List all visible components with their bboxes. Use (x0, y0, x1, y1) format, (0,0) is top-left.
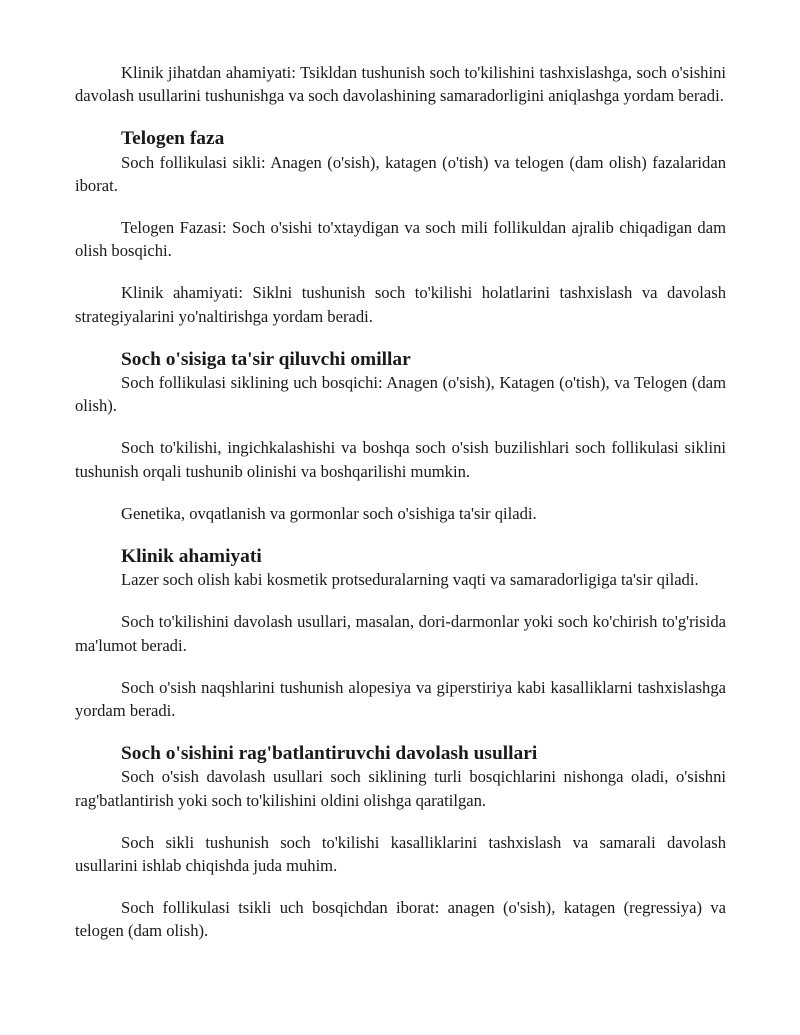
paragraph-telogen-definition: Telogen Fazasi: Soch o'sishi to'xtaydigan va soch mili follikuldan ajralib chiqadigan dam olish bosqichi. (75, 218, 726, 261)
paragraph-telogen-clinical: Klinik ahamiyati: Siklni tushunish soch to'kilishi holatlarini tashxislash va davolash strategiyalarini yo'naltirishga yordam beradi. (75, 283, 726, 326)
heading-growth-treatments: Soch o'sishini rag'batlantiruvchi davolash usullari (121, 743, 538, 765)
paragraph-treatment-info: Soch to'kilishini davolash usullari, masalan, dori-darmonlar yoki soch ko'chirish to'g'risida ma'lumot beradi. (75, 612, 726, 655)
paragraph-clinical-significance-intro: Klinik jihatdan ahamiyati: Tsikldan tushunish soch to'kilishini tashxislashga, soch o'sishini davolash usullarini tushunishga va soch davolashining samaradorligini aniqlashga yordam beradi. (75, 63, 726, 106)
paragraph-follicle-cycle: Soch follikulasi sikli: Anagen (o'sish), katagen (o'tish) va telogen (dam olish) fazalaridan iborat. (75, 152, 726, 195)
paragraph-treatment-targets: Soch o'sish davolash usullari soch siklining turli bosqichlarini nishonga oladi, o'sishni rag'batlantirish yoki soch to'kilishini oldini olishga qaratilgan. (75, 767, 726, 810)
paragraph-three-stages: Soch follikulasi siklining uch bosqichi: Anagen (o'sish), Katagen (o'tish), va Telogen (dam olish). (75, 373, 726, 416)
paragraph-cycle-importance: Soch sikli tushunish soch to'kilishi kasalliklarini tashxislash va samarali davolash usullarini ishlab chiqishda juda muhim. (75, 832, 726, 876)
heading-telogen-phase: Telogen faza (121, 128, 225, 150)
document-page (75, 61, 726, 943)
heading-growth-factors: Soch o'sisiga ta'sir qiluvchi omillar (121, 348, 411, 370)
paragraph-growth-patterns: Soch o'sish naqshlarini tushunish alopesiya va giperstiriya kabi kasalliklarni tashxislashga yordam beradi. (75, 677, 726, 721)
heading-clinical-significance: Klinik ahamiyati (121, 546, 262, 568)
paragraph-hair-loss-disorders: Soch to'kilishi, ingichkalashishi va boshqa soch o'sish buzilishlari soch follikulasi siklini tushunish orqali tushunib olinishi va boshqarilishi mumkin. (75, 438, 726, 481)
paragraph-laser-procedures: Lazer soch olish kabi kosmetik protseduralarning vaqti va samaradorligiga ta'sir qiladi. (121, 570, 699, 590)
paragraph-genetics: Genetika, ovqatlanish va gormonlar soch o'sishiga ta'sir qiladi. (121, 503, 537, 523)
paragraph-cycle-stages-summary: Soch follikulasi tsikli uch bosqichdan iborat: anagen (o'sish), katagen (regressiya) va telogen (dam olish). (75, 898, 726, 941)
